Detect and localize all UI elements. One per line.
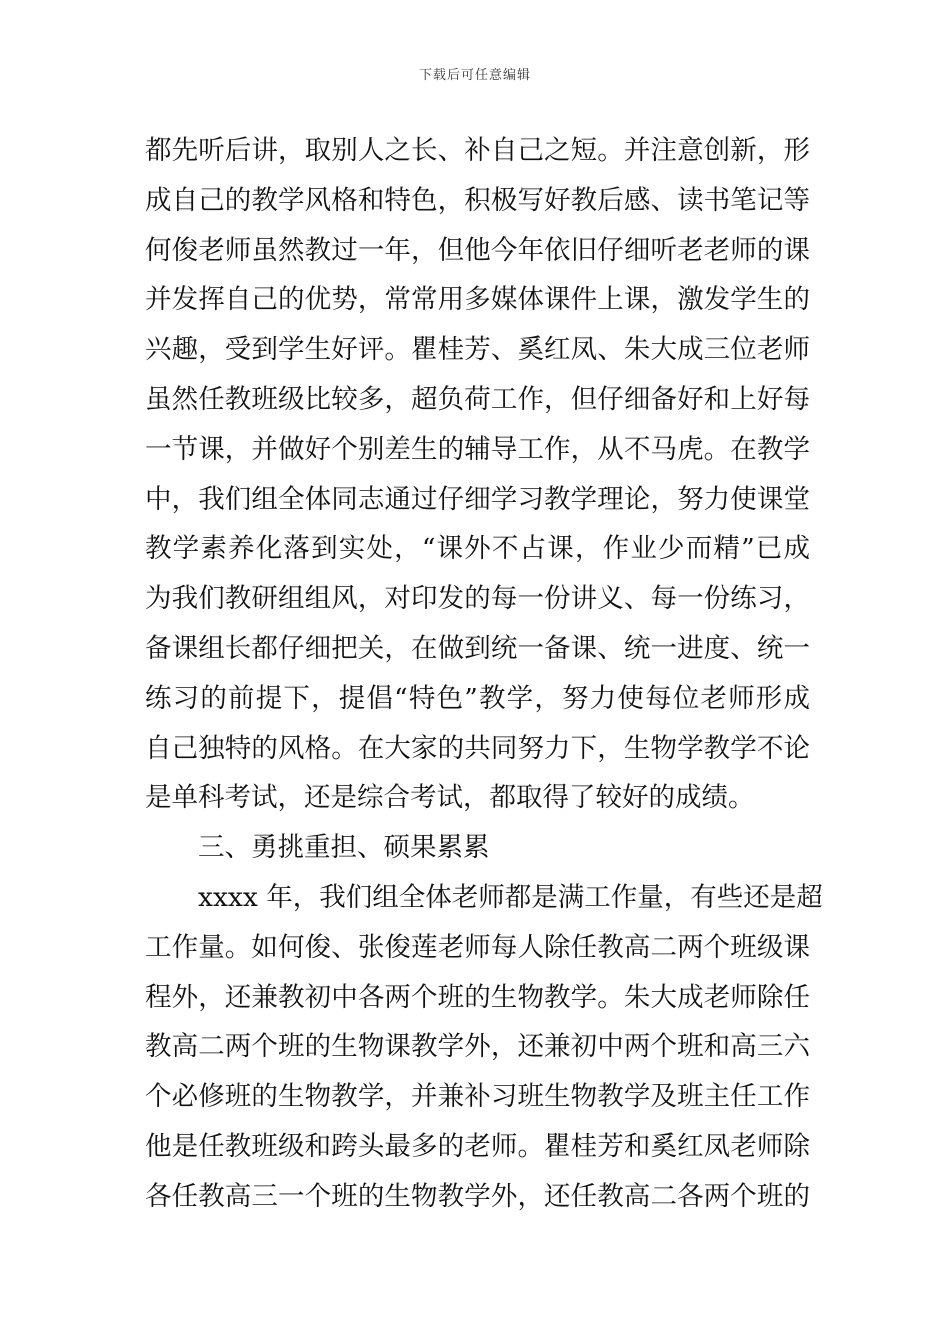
text-line: 一节课，并做好个别差生的辅导工作，从不马虎。在教学 [145,433,810,465]
text-line: 教高二两个班的生物课教学外，还兼初中两个班和高三六 [145,1031,810,1063]
section-heading: 三、勇挑重担、硕果累累 [198,832,490,864]
text-line: 为我们教研组组风，对印发的每一份讲义、每一份练习， [145,583,810,615]
text-line: 各任教高三一个班的生物教学外，还任教高二各两个班的 [145,1180,810,1212]
text-line: 虽然任教班级比较多，超负荷工作，但仔细备好和上好每 [145,383,810,415]
text-line: 教学素养化落到实处，“课外不占课，作业少而精”已成 [145,533,810,565]
text-line: xxxx 年，我们组全体老师都是满工作量，有些还是超 [198,881,823,913]
text-line: 工作量。如何俊、张俊莲老师每人除任教高二两个班级课 [145,931,810,963]
text-line: 都先听后讲，取别人之长、补自己之短。并注意创新，形 [145,135,810,166]
text-line: 并发挥自己的优势，常常用多媒体课件上课，激发学生的 [145,284,810,316]
text-line: 练习的前提下，提倡“特色”教学，努力使每位老师形成 [145,682,810,714]
text-line: 备课组长都仔细把关，在做到统一备课、统一进度、统一 [145,632,810,664]
text-line: 何俊老师虽然教过一年，但他今年依旧仔细听老老师的课 [145,234,810,266]
text-line: 自己独特的风格。在大家的共同努力下，生物学教学不论 [145,732,810,764]
text-line: 是单科考试，还是综合考试，都取得了较好的成绩。 [145,782,755,814]
text-line: 中，我们组全体同志通过仔细学习教学理论，努力使课堂 [145,483,810,515]
text-line: 成自己的教学风格和特色，积极写好教后感、读书笔记等 [145,184,810,216]
document-body [145,126,823,1222]
text-line: 他是任教班级和跨头最多的老师。瞿桂芳和奚红凤老师除 [145,1130,810,1162]
text-line: 兴趣，受到学生好评。瞿桂芳、奚红凤、朱大成三位老师 [145,334,810,366]
text-line: 个必修班的生物教学，并兼补习班生物教学及班主任工作 [145,1081,810,1113]
text-line: 程外，还兼教初中各两个班的生物教学。朱大成老师除任 [145,981,810,1013]
page-header: 下载后可任意编辑 [418,68,531,83]
